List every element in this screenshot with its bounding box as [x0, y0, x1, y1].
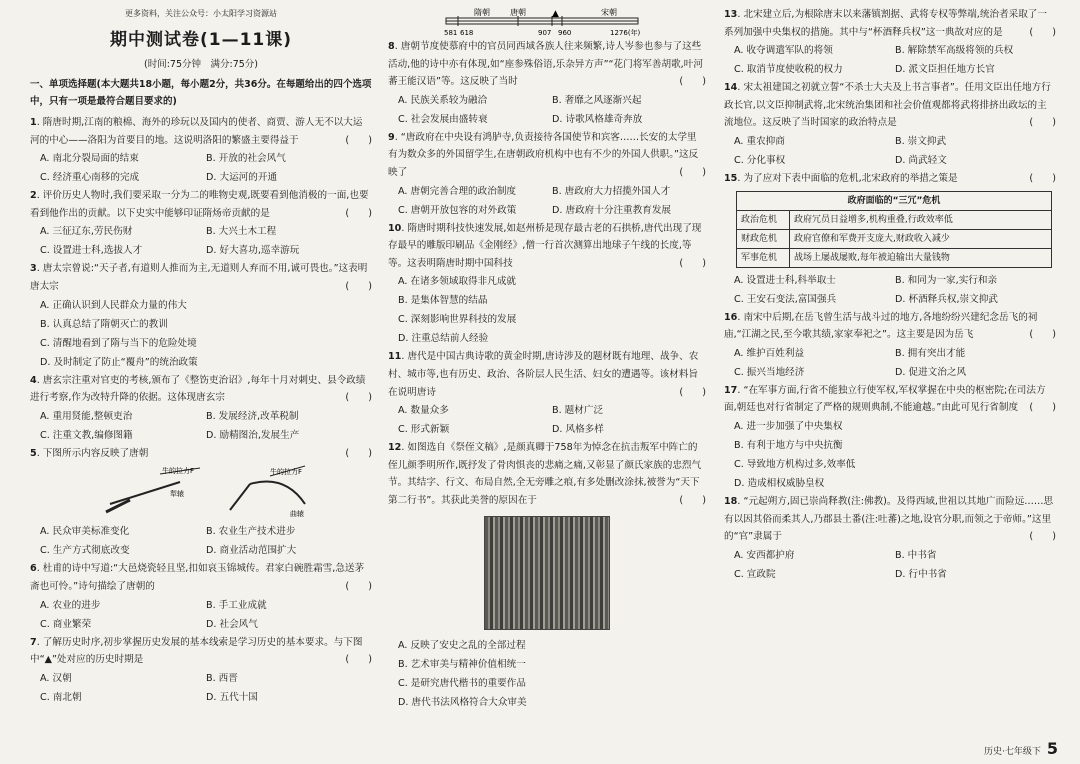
answer-bracket: ( ) — [1029, 402, 1056, 414]
calligraphy-image — [484, 516, 610, 630]
question-options — [30, 149, 372, 187]
question-text: 隋唐时期,江南的粮棉、海外的珍玩以及国内的使者、商贾、游人无不以大运河的中心——洛阳为首要目的地。这说明洛阳的繁盛主要得益于 — [30, 117, 363, 146]
question-stem: 6. 杜甫的诗中写道:“大邑烧瓷轻且坚,扣如哀玉锦城传。君家白碗胜霜雪,急送茅斋也可怜。”诗句描绘了唐朝的 ( ) — [30, 560, 372, 595]
question-list-right — [724, 6, 1056, 584]
page-number: 5 — [1046, 739, 1058, 758]
answer-bracket: ( ) — [345, 654, 372, 666]
question-number: 18 — [724, 495, 738, 507]
option: C. 宣政院 — [734, 568, 776, 580]
question-text: “元起朔方,固已崇尚释教(注:佛教)。及得西域,世祖以其地广而险远……思有以因其俗而柔其人,乃郡县土番(注:吐蕃)之地,设官分职,而领之于帝师。”这里的“官”隶属于 — [724, 495, 1054, 543]
option: C. 形式新颖 — [398, 424, 450, 436]
question-options — [724, 41, 1056, 79]
timeline-label-tang: 唐朝 — [510, 8, 526, 17]
crisis-cell: 军事危机 — [737, 248, 790, 267]
question-text: 杜甫的诗中写道:“大邑烧瓷轻且坚,扣如哀玉锦城传。君家白碗胜霜雪,急送茅斋也可怜。”诗句描绘了唐朝的 — [30, 563, 365, 592]
option: D. 行中书省 — [895, 568, 947, 580]
question-text: 评价历史人物时,我们要采取一分为二的唯物史观,既要看到他消极的一面,也要看到他作出的贡献。以下史实中能够印证隋炀帝贡献的是 — [30, 190, 369, 219]
option: A. 进一步加强了中央集权 — [734, 420, 843, 432]
option: C. 振兴当地经济 — [734, 366, 805, 378]
question-options — [724, 417, 1056, 493]
question-1 — [30, 114, 372, 187]
timeline-tick: 581 — [444, 29, 458, 37]
question-4 — [30, 372, 372, 445]
option: B. 奢靡之风逐渐兴起 — [552, 94, 642, 106]
plow-label: 牛的拉力F — [162, 467, 195, 476]
option: C. 社会发展由盛转衰 — [398, 113, 488, 125]
question-stem: 15. 为了应对下表中面临的危机,北宋政府的举措之策是 ( ) — [724, 170, 1056, 188]
question-stem: 17. “在军事方面,行省不能独立行使军权,军权掌握在中央的枢密院;在司法方面,朝廷也对行省制定了严格的规则典制,不能逾越。”由此可见行省制度 ( ) — [724, 382, 1056, 417]
plow-label: 犁辕 — [170, 490, 184, 499]
question-number: 7 — [30, 636, 37, 648]
option: A. 正确认识到人民群众力量的伟大 — [40, 299, 187, 311]
question-number: 6 — [30, 563, 37, 575]
answer-bracket: ( ) — [679, 76, 706, 88]
question-options — [388, 91, 706, 129]
question-text: 北宋建立后,为根除唐末以来藩镇割据、武将专权等弊端,统治者采取了一系列加强中央集权的措施。其中与“杯酒释兵权”这一典故对应的是 — [724, 9, 1047, 38]
question-stem: 5. 下图所示内容反映了唐朝 ( ) — [30, 445, 372, 463]
question-list-left — [30, 114, 372, 707]
option: D. 唐政府十分注重教育发展 — [552, 204, 672, 216]
question-text: “唐政府在中央设有鸿胪寺,负责接待各国使节和宾客……长安的太学里有为数众多的外国留学生,在唐朝政府机构中也有不少的外国人供职。”这反映了 — [388, 131, 699, 178]
question-options — [30, 522, 372, 560]
option: C. 清醒地看到了隋与当下的危险处境 — [40, 337, 197, 349]
option: C. 王安石变法,富国强兵 — [734, 293, 837, 305]
column-middle — [388, 6, 706, 758]
option: A. 维护百姓利益 — [734, 347, 805, 359]
option: B. 是集体智慧的结晶 — [398, 295, 488, 307]
option: D. 好大喜功,巡幸游玩 — [206, 245, 300, 257]
question-number: 1 — [30, 117, 37, 128]
timeline — [388, 8, 706, 38]
option: C. 注重文教,编修图籍 — [40, 429, 133, 441]
option: B. 开放的社会风气 — [206, 153, 286, 165]
timeline-label-sui: 隋朝 — [474, 8, 490, 17]
option: A. 汉朝 — [40, 672, 72, 684]
option: A. 设置进士科,科举取士 — [734, 274, 836, 286]
timeline-label-song: 宋朝 — [601, 8, 617, 17]
question-text: 南宋中后期,在岳飞曾生活与战斗过的地方,各地纷纷兴建纪念岳飞的祠庙,“江湖之民,至今歌其绩,家家奉祀之”。这主要是因为岳飞 — [724, 311, 1038, 341]
question-options — [724, 344, 1056, 382]
option: A. 南北分裂局面的结束 — [40, 153, 139, 165]
answer-bracket: ( ) — [1029, 26, 1056, 38]
question-number: 4 — [30, 374, 37, 386]
answer-bracket: ( ) — [1029, 531, 1056, 543]
crisis-cell: 财政危机 — [737, 229, 790, 248]
option: C. 设置进士科,选拔人才 — [40, 245, 143, 257]
section-heading: 一、单项选择题(本大题共18小题，每小题2分，共36分。在每题给出的四个选项中，只有一项是最符合题目要求的) — [30, 79, 372, 107]
question-15 — [724, 170, 1056, 309]
option: A. 在诸多领域取得非凡成就 — [398, 276, 517, 288]
option: D. 励精图治,发展生产 — [206, 429, 300, 441]
question-stem: 4. 唐玄宗注重对官吏的考核,颁布了《整饬吏治诏》,每年十月对刺史、县令政绩进行考察,作为改特升降的依据。这体现唐玄宗 ( ) — [30, 372, 372, 407]
question-text: “在军事方面,行省不能独立行使军权,军权掌握在中央的枢密院;在司法方面,朝廷也对行省制定了严格的规则典制,不能逾越。”由此可见行省制度 — [724, 384, 1046, 414]
timeline-tick: 1276(年) — [610, 29, 641, 37]
question-options — [30, 669, 372, 707]
option: A. 唐朝完善合理的政治制度 — [398, 185, 517, 197]
option: B. 发展经济,改革税制 — [206, 410, 299, 422]
option: B. 大兴土木工程 — [206, 226, 277, 238]
option: A. 重用贤能,整顿吏治 — [40, 410, 133, 422]
option: D. 及时制定了防止“覆舟”的统治政策 — [40, 356, 198, 368]
question-13 — [724, 6, 1056, 79]
answer-bracket: ( ) — [679, 494, 706, 506]
question-options — [30, 222, 372, 260]
question-stem: 10. 隋唐时期科技快速发展,如赵州桥是现存最古老的石拱桥,唐代出现了现存最早的雕版印刷品《金刚经》,僧一行首次测算出地球子午线的长度,等等。这表明隋唐时期中国科技 ( ) — [388, 220, 706, 273]
option: D. 注重总结前人经验 — [398, 333, 489, 345]
option: B. 崇文抑武 — [895, 135, 947, 147]
question-options — [388, 182, 706, 220]
option: B. 唐政府大力招揽外国人才 — [552, 185, 671, 197]
option: B. 和同为一家,实行和亲 — [895, 274, 998, 286]
question-7 — [30, 634, 372, 707]
crisis-cell: 政府冗员日益增多,机构重叠,行政效率低 — [790, 210, 1052, 229]
question-9 — [388, 129, 706, 220]
option: D. 风格多样 — [552, 424, 604, 436]
question-number: 12 — [388, 442, 402, 454]
option: B. 艺术审美与精神价值相统一 — [398, 658, 526, 670]
option: C. 南北朝 — [40, 691, 82, 703]
option: C. 商业繁荣 — [40, 618, 92, 630]
question-18 — [724, 493, 1056, 584]
option: C. 唐朝开放包容的对外政策 — [398, 204, 517, 216]
question-text: 唐代是中国古典诗歌的黄金时期,唐诗涉及的题材既有地理、战争、农村、城市等,也有历史、政治、各阶层人民生活、妇女的遭遇等。该材料旨在说明唐诗 — [388, 351, 699, 398]
question-text: 唐朝节度使慕府中的官员同西域各族人往来频繁,诗人岑参也参与了这些活动,他的诗中亦有体现,如“座参殊俗语,乐杂异方声”“花门将军善胡歌,叶河蕃王能汉语”等。这反映了当时 — [388, 41, 703, 88]
question-stem: 13. 北宋建立后,为根除唐末以来藩镇割据、武将专权等弊端,统治者采取了一系列加强中央集权的措施。其中与“杯酒释兵权”这一典故对应的是 ( ) — [724, 6, 1056, 41]
question-6 — [30, 560, 372, 633]
option: D. 五代十国 — [206, 691, 258, 703]
question-number: 16 — [724, 311, 738, 323]
answer-bracket: ( ) — [345, 392, 372, 404]
question-options — [30, 407, 372, 445]
answer-bracket: ( ) — [1029, 172, 1056, 184]
option: D. 尚武轻文 — [895, 154, 947, 166]
question-list-middle — [388, 38, 706, 712]
option: A. 三征辽东,劳民伤财 — [40, 226, 133, 238]
question-options — [724, 271, 1056, 309]
question-text: 唐太宗曾说:“天子者,有道则人推而为主,无道则人弃而不用,诚可畏也。”这表明唐太宗 — [30, 263, 368, 292]
option: B. 解除禁军高级将领的兵权 — [895, 45, 1014, 57]
question-stem: 11. 唐代是中国古典诗歌的黄金时期,唐诗涉及的题材既有地理、战争、农村、城市等,也有历史、政治、各阶层人民生活、妇女的遭遇等。该材料旨在说明唐诗 ( ) — [388, 348, 706, 401]
option: A. 安西都护府 — [734, 549, 795, 561]
crisis-cell: 政治危机 — [737, 210, 790, 229]
option: C. 分化事权 — [734, 154, 786, 166]
option: B. 西晋 — [206, 672, 238, 684]
option: B. 有利于地方与中央抗衡 — [734, 439, 843, 451]
option: C. 导致地方机构过多,效率低 — [734, 458, 856, 470]
question-stem: 8. 唐朝节度使慕府中的官员同西域各族人往来频繁,诗人岑参也参与了这些活动,他的诗中亦有体现,如“座参殊俗语,乐杂异方声”“花门将军善胡歌,叶河蕃王能汉语”等。这反映了当时 ( ) — [388, 38, 706, 91]
option: A. 农业的进步 — [40, 599, 101, 611]
question-stem: 14. 宋太祖建国之初就立誓“不杀士大夫及上书言事者”。任用文臣出任地方行政长官,以文臣抑制武将,北宋统治集团和社会价值观都将武将排挤出政坛的主流地位。这反映了当时国家的政治特点是 ( ) — [724, 79, 1056, 132]
answer-bracket: ( ) — [345, 580, 372, 592]
crisis-cell: 战场上屡战屡败,每年被迫输出大量钱物 — [790, 248, 1052, 267]
option: C. 是研究唐代楷书的重要作品 — [398, 677, 526, 689]
option: D. 诗歌风格雄奇奔放 — [552, 113, 643, 125]
option: D. 派文臣担任地方长官 — [895, 64, 995, 76]
question-number: 8 — [388, 41, 395, 52]
header-note: 更多资料，关注公众号：小太阳学习资源站 — [125, 9, 277, 18]
question-10 — [388, 220, 706, 349]
question-text: 下图所示内容反映了唐朝 — [42, 447, 149, 459]
option: C. 深刻影响世界科技的发展 — [398, 314, 517, 326]
answer-bracket: ( ) — [345, 447, 372, 459]
question-options — [724, 546, 1056, 584]
question-number: 15 — [724, 172, 738, 184]
option: D. 杯酒释兵权,崇文抑武 — [895, 293, 998, 305]
question-stem: 7. 了解历史时序,初步掌握历史发展的基本线索是学习历史的基本要求。与下图中“▲”处对应的历史时期是 ( ) — [30, 634, 372, 669]
question-number: 2 — [30, 190, 37, 202]
option: C. 生产方式彻底改变 — [40, 545, 130, 557]
question-5 — [30, 445, 372, 561]
question-11 — [388, 348, 706, 439]
answer-bracket: ( ) — [345, 134, 372, 146]
option: A. 反映了安史之乱的全部过程 — [398, 639, 526, 651]
question-stem: 16. 南宋中后期,在岳飞曾生活与战斗过的地方,各地纷纷兴建纪念岳飞的祠庙,“江湖之民,至今歌其绩,家家奉祀之”。这主要是因为岳飞 ( ) — [724, 309, 1056, 344]
question-options — [388, 636, 706, 712]
question-options — [724, 132, 1056, 170]
option: D. 促进文治之风 — [895, 366, 967, 378]
plow-label: 曲辕 — [290, 510, 304, 519]
question-8 — [388, 38, 706, 129]
option: B. 题材广泛 — [552, 405, 604, 417]
plow-label: 牛的拉力F — [270, 468, 303, 477]
page-footer — [984, 739, 1058, 758]
crisis-table — [736, 191, 1052, 268]
option: A. 收夺调遣军队的将领 — [734, 45, 833, 57]
question-14 — [724, 79, 1056, 170]
option: D. 造成相权威胁皇权 — [734, 477, 825, 489]
option: B. 认真总结了隋朝灭亡的教训 — [40, 318, 168, 330]
question-number: 5 — [30, 447, 37, 459]
question-12 — [388, 439, 706, 711]
option: B. 拥有突出才能 — [895, 347, 966, 359]
question-options — [388, 401, 706, 439]
plow-diagram — [100, 464, 320, 520]
question-stem: 18. “元起朔方,固已崇尚释教(注:佛教)。及得西域,世祖以其地广而险远……思有以因其俗而柔其人,乃郡县土番(注:吐蕃)之地,设官分职,而领之于帝师。”这里的“官”隶属于 ( ) — [724, 493, 1056, 546]
answer-bracket: ( ) — [1029, 329, 1056, 341]
footer-subject: 历史·七年级下 — [983, 747, 1041, 757]
option: D. 社会风气 — [206, 618, 258, 630]
question-16 — [724, 309, 1056, 382]
question-text: 了解历史时序,初步掌握历史发展的基本线索是学习历史的基本要求。与下图中“▲”处对应的历史时期是 — [30, 636, 363, 666]
answer-bracket: ( ) — [345, 207, 372, 219]
question-number: 3 — [30, 263, 37, 275]
option: A. 民族关系较为融洽 — [398, 94, 488, 106]
option: B. 农业生产技术进步 — [206, 526, 296, 538]
question-stem: 2. 评价历史人物时,我们要采取一分为二的唯物史观,既要看到他消极的一面,也要看到他作出的贡献。以下史实中能够印证隋炀帝贡献的是 ( ) — [30, 187, 372, 222]
exam-subtitle: (时间:75分钟 满分:75分) — [144, 59, 258, 70]
answer-bracket: ( ) — [1029, 117, 1056, 129]
column-right — [724, 6, 1056, 758]
question-text: 隋唐时期科技快速发展,如赵州桥是现存最古老的石拱桥,唐代出现了现存最早的雕版印刷品《金刚经》,僧一行首次测算出地球子午线的长度,等等。这表明隋唐时期中国科技 — [388, 222, 702, 269]
question-text: 如图选自《祭侄文稿》,是颜真卿于758年为悼念在抗击叛军中阵亡的侄儿颜季明所作,既抒发了骨肉惧丧的悲痛之痛,又彰显了颜氏家族的忠烈气节。其结字、行文、布局自然,全无旁雕之痕,有多处删改涂抹,被誉为“天下第二行书”。其获此美誉的原因在于 — [388, 442, 702, 506]
question-stem: 9. “唐政府在中央设有鸿胪寺,负责接待各国使节和宾客……长安的太学里有为数众多的外国留学生,在唐朝政府机构中也有不少的外国人供职。”这反映了 ( ) — [388, 129, 706, 182]
question-options — [388, 272, 706, 348]
question-3 — [30, 260, 372, 371]
timeline-tick: 618 — [460, 29, 474, 37]
question-number: 13 — [724, 9, 738, 20]
answer-bracket: ( ) — [679, 257, 706, 269]
column-left — [30, 6, 372, 758]
question-text: 为了应对下表中面临的危机,北宋政府的举措之策是 — [743, 172, 958, 184]
answer-bracket: ( ) — [679, 386, 706, 398]
question-number: 9 — [388, 131, 395, 143]
exam-title: 期中测试卷(1—11课) — [109, 30, 293, 50]
option: D. 唐代书法风格符合大众审美 — [398, 696, 527, 708]
option: D. 商业活动范围扩大 — [206, 545, 297, 557]
option: A. 重农抑商 — [734, 135, 785, 147]
option: D. 大运河的开通 — [206, 172, 278, 184]
question-options — [30, 296, 372, 372]
answer-bracket: ( ) — [679, 166, 706, 178]
question-number: 11 — [388, 351, 402, 363]
option: B. 中书省 — [895, 549, 937, 561]
answer-bracket: ( ) — [345, 280, 372, 292]
question-17 — [724, 382, 1056, 493]
question-text: 唐玄宗注重对官吏的考核,颁布了《整饬吏治诏》,每年十月对刺史、县令政绩进行考察,作为改特升降的依据。这体现唐玄宗 — [30, 374, 366, 404]
crisis-table-title: 政府面临的“三冗”危机 — [737, 191, 1052, 210]
question-number: 17 — [724, 384, 738, 396]
question-number: 10 — [388, 222, 402, 234]
timeline-tick: 907 — [538, 29, 552, 37]
option: C. 取消节度使收税的权力 — [734, 64, 843, 76]
question-text: 宋太祖建国之初就立誓“不杀士大夫及上书言事者”。任用文臣出任地方行政长官,以文臣抑制武将,北宋统治集团和社会价值观都将武将排挤出政坛的主流地位。这反映了当时国家的政治特点是 — [724, 82, 1051, 129]
timeline-tick: 960 — [558, 29, 572, 37]
question-stem: 3. 唐太宗曾说:“天子者,有道则人推而为主,无道则人弃而不用,诚可畏也。”这表明唐太宗 ( ) — [30, 260, 372, 295]
question-stem: 12. 如图选自《祭侄文稿》,是颜真卿于758年为悼念在抗击叛军中阵亡的侄儿颜季明所作,既抒发了骨肉惧丧的悲痛之痛,又彰显了颜氏家族的忠烈气节。其结字、行文、布局自然,全无旁雕之痕,有多处删改涂抹,被誉为“天下第二行书”。其获此美誉的原因在于 ( ) — [388, 439, 706, 509]
question-2 — [30, 187, 372, 260]
question-options — [30, 596, 372, 634]
option: A. 数量众多 — [398, 405, 449, 417]
crisis-cell: 政府官僚和军费开支庞大,财政收入减少 — [790, 229, 1052, 248]
question-number: 14 — [724, 82, 738, 94]
question-stem: 1. 隋唐时期,江南的粮棉、海外的珍玩以及国内的使者、商贾、游人无不以大运河的中心——洛阳为首要目的地。这说明洛阳的繁盛主要得益于 ( ) — [30, 114, 372, 149]
option: B. 手工业成就 — [206, 599, 267, 611]
option: C. 经济重心南移的完成 — [40, 172, 140, 184]
option: A. 民众审美标准变化 — [40, 526, 130, 538]
timeline-marker: ▲ — [552, 9, 559, 19]
